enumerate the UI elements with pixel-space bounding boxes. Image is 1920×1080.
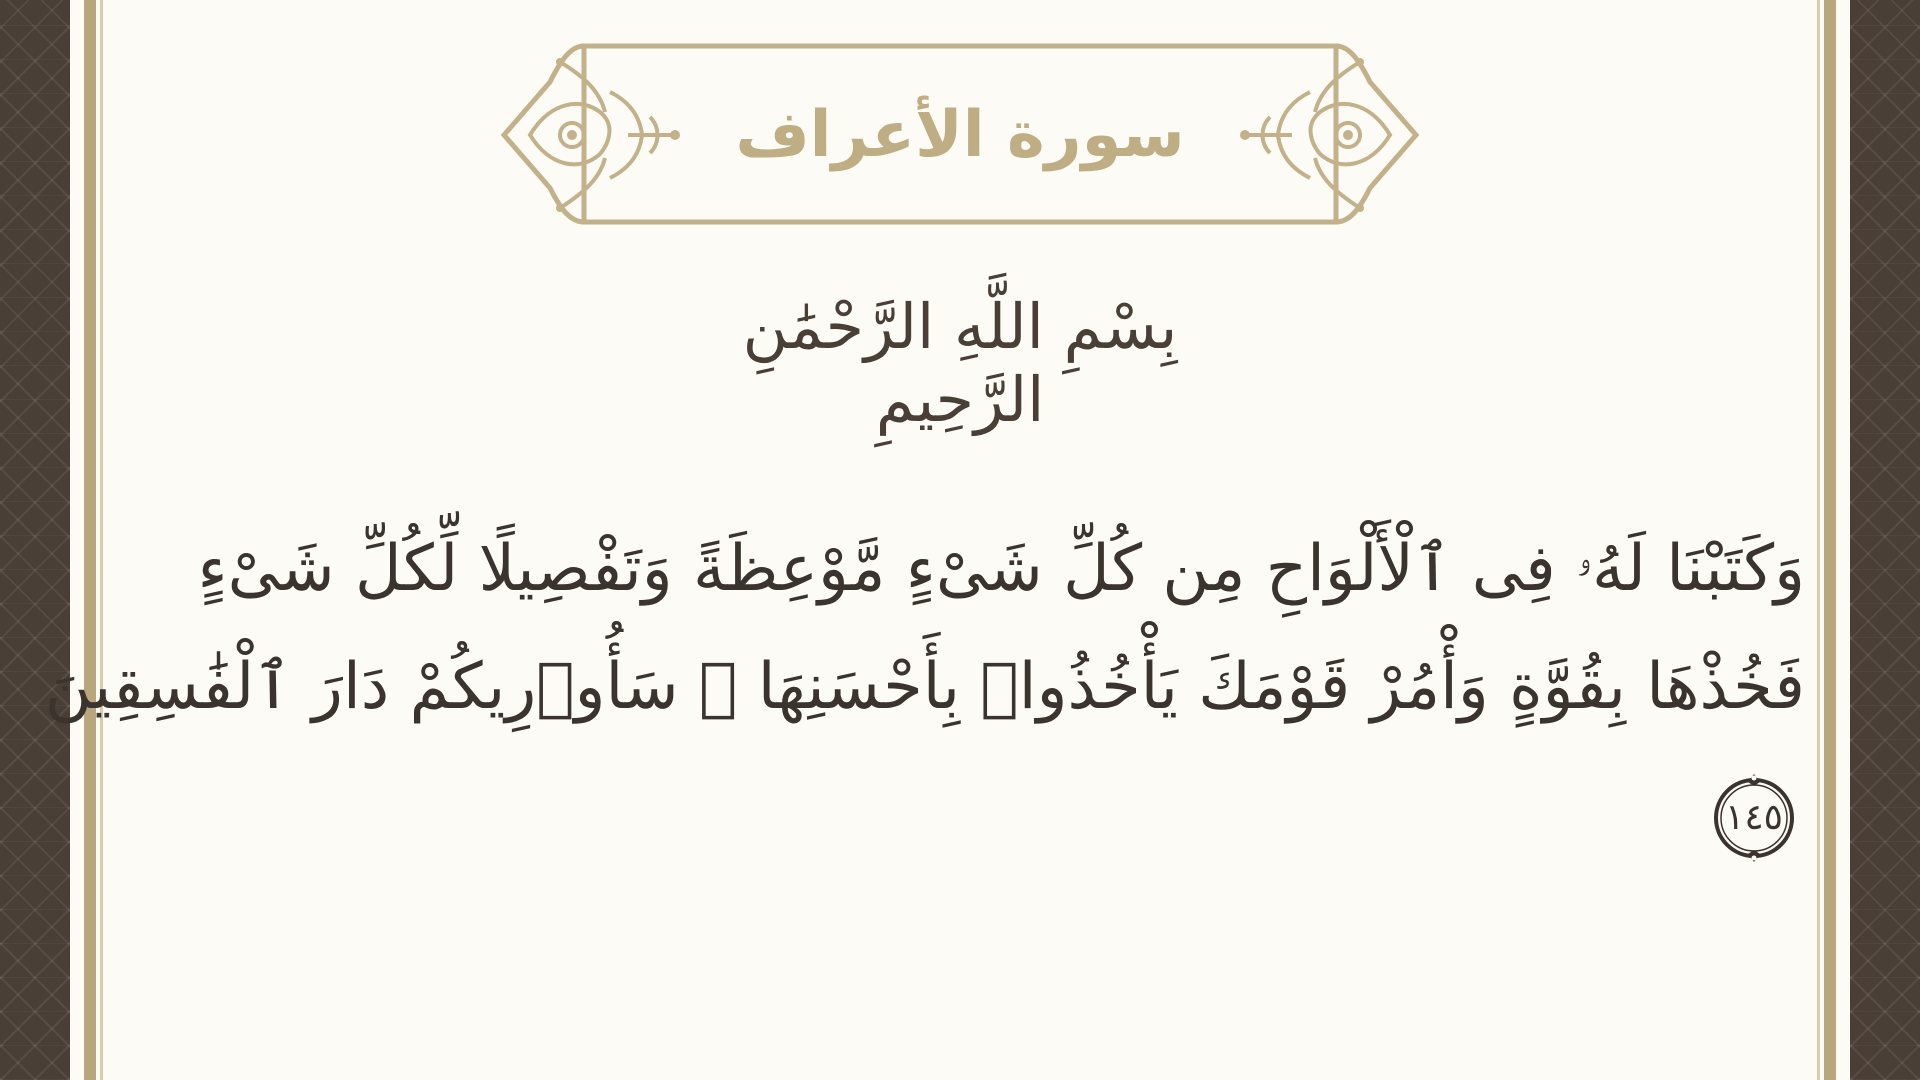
right-gold-rule <box>1824 0 1836 1080</box>
verse-line: فَخُذْهَا بِقُوَّةٍ وَأْمُرْ قَوْمَكَ يَأْخُذُوا۟ بِأَحْسَنِهَا ۚ سَأُو۟رِيكُمْ دَارَ ٱلْفَٰسِقِينَ <box>44 650 1805 724</box>
verse-line: وَكَتَبْنَا لَهُۥ فِى ٱلْأَلْوَاحِ مِن كُلِّ شَىْءٍ مَّوْعِظَةً وَتَفْصِيلًا لِّكُلِّ شَىْءٍ <box>197 532 1805 606</box>
left-gold-rule <box>84 0 96 1080</box>
right-ornamental-border <box>1850 0 1920 1080</box>
right-thin-rule <box>1817 0 1820 1080</box>
basmala: بِسْمِ اللَّهِ الرَّحْمَٰنِ الرَّحِيمِ <box>742 290 1178 436</box>
left-ornamental-border <box>0 0 70 1080</box>
surah-title-banner <box>500 42 1420 228</box>
left-thin-rule <box>100 0 103 1080</box>
ayah-number: ١٤٥ <box>1724 797 1783 838</box>
verse-text <box>44 510 1805 746</box>
ayah-end-marker <box>1708 772 1800 864</box>
surah-title: سورة الأعراف <box>735 98 1185 172</box>
